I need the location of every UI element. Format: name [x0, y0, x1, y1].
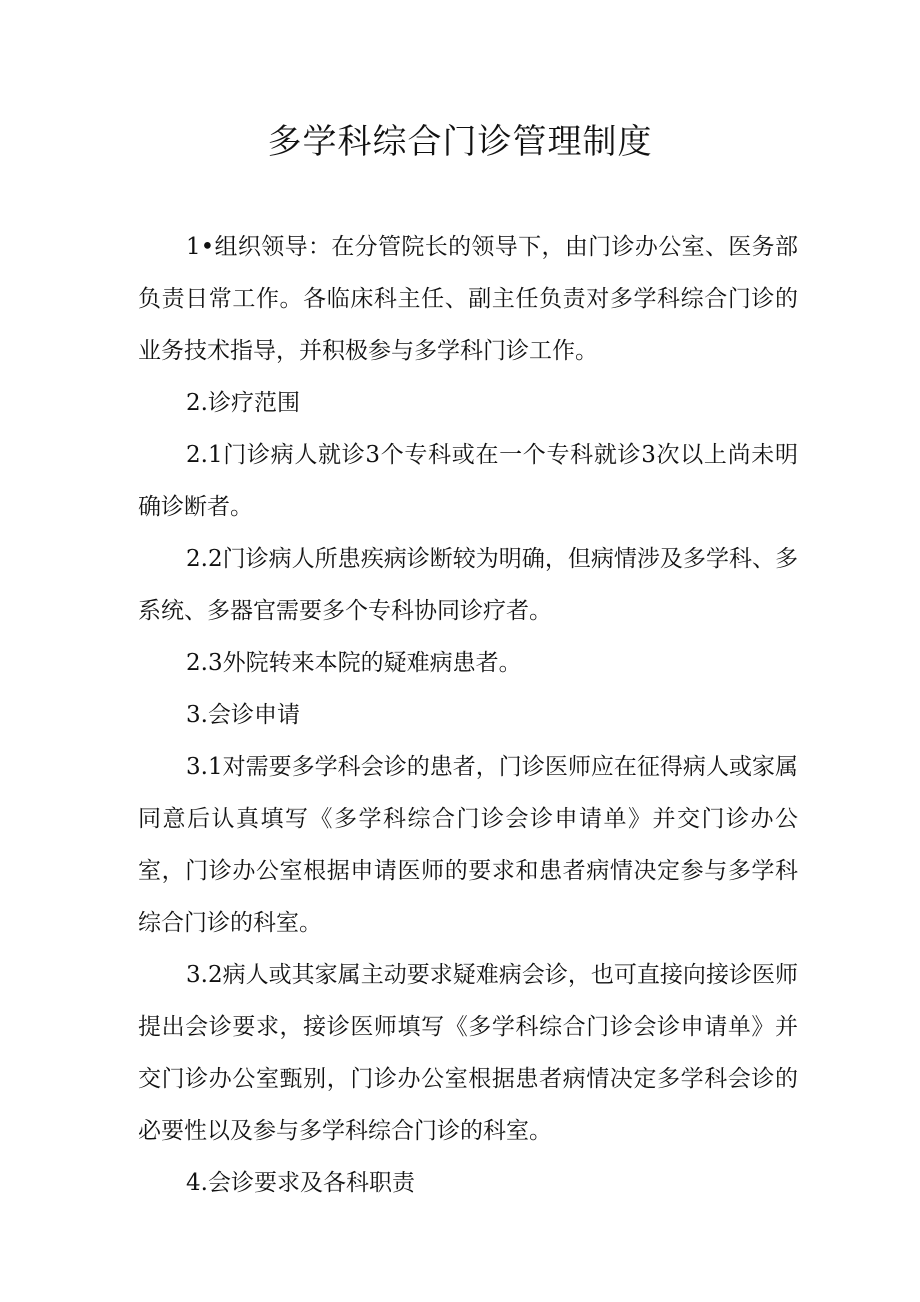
paragraph-application-3-1: 3.1对需要多学科会诊的患者，门诊医师应在征得病人或家属同意后认真填写《多学科综合门诊会诊申请单》并交门诊办公室，门诊办公室根据申请医师的要求和患者病情决定参与多学科综合门诊的科室。 — [138, 754, 798, 936]
paragraph-scope-2-2: 2.2门诊病人所患疾病诊断较为明确，但病情涉及多学科、多系统、多器官需要多个专科协同诊疗者。 — [138, 546, 798, 624]
paragraph-scope-2-1: 2.1门诊病人就诊3个专科或在一个专科就诊3次以上尚未明确诊断者。 — [138, 442, 798, 520]
paragraph-organization: 1•组织领导：在分管院长的领导下，由门诊办公室、医务部负责日常工作。各临床科主任、副主任负责对多学科综合门诊的业务技术指导，并积极参与多学科门诊工作。 — [138, 234, 798, 364]
document-title: 多学科综合门诊管理制度 — [267, 122, 653, 162]
paragraph-application-3-2: 3.2病人或其家属主动要求疑难病会诊，也可直接向接诊医师提出会诊要求，接诊医师填写《多学科综合门诊会诊申请单》并交门诊办公室甄别，门诊办公室根据患者病情决定多学科会诊的必要性以及参与多学科综合门诊的科室。 — [138, 962, 798, 1144]
paragraph-scope-2-3: 2.3外院转来本院的疑难病患者。 — [186, 650, 522, 676]
heading-scope: 2.诊疗范围 — [186, 390, 300, 416]
heading-application: 3.会诊申请 — [186, 702, 300, 728]
document-body — [138, 221, 798, 1209]
heading-requirements: 4.会诊要求及各科职责 — [186, 1170, 415, 1196]
